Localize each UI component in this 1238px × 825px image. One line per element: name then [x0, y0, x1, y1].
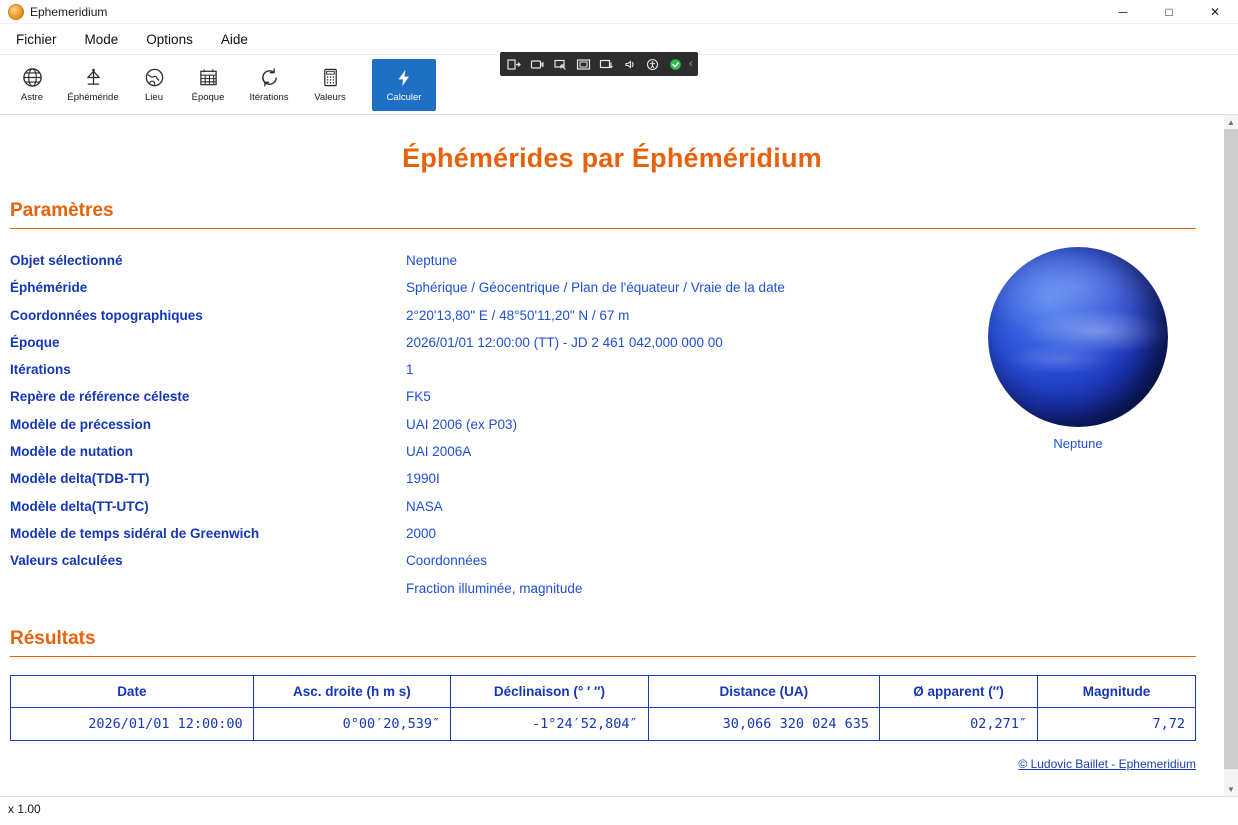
menu-item-aide[interactable]: Aide: [220, 31, 248, 47]
parameter-label: Éphéméride: [10, 280, 88, 296]
capture-fullscreen-icon[interactable]: [572, 54, 595, 74]
toolbar-label-astre: Astre: [20, 91, 44, 103]
parameter-label: Modèle de précession: [10, 416, 152, 432]
section-divider-results: [10, 656, 1196, 657]
parameter-value: [406, 547, 582, 602]
toolbar-label-lieu: Lieu: [145, 91, 163, 103]
parameter-value: Neptune: [406, 253, 458, 268]
table-row: [11, 707, 1196, 740]
parameter-value-line2: Fraction illuminée, magnitude: [406, 580, 583, 596]
parameter-value: Sphérique / Géocentrique / Plan de l'équateur / Vraie de la date: [406, 280, 785, 296]
parameter-value: 1: [406, 362, 414, 378]
capture-scroll-icon[interactable]: [595, 54, 618, 74]
column-header-date: Date: [11, 675, 254, 707]
lightning-icon: [394, 67, 414, 89]
page-title: Éphémérides par Éphéméridium: [402, 143, 822, 173]
parameter-row: [10, 547, 1224, 602]
parameter-label: Repère de référence céleste: [10, 389, 190, 405]
parameter-label: Modèle de nutation: [10, 444, 133, 460]
section-title-results: Résultats: [10, 627, 96, 649]
calculate-label: Calculer: [386, 91, 422, 103]
planet-label: Neptune: [1053, 436, 1103, 451]
parameter-value: 2°20'13,80" E / 48°50'11,20" N / 67 m: [406, 307, 630, 323]
parameter-row: [10, 520, 1224, 547]
credit-link[interactable]: © Ludovic Baillet - Ephemeridium: [1018, 756, 1196, 771]
column-header-distance: Distance (UA): [648, 675, 879, 707]
capture-audio-icon[interactable]: [618, 54, 641, 74]
column-header-right-ascension: Asc. droite (h m s): [253, 675, 451, 707]
parameter-value-line1: Coordonnées: [406, 553, 488, 569]
capture-pointer-icon[interactable]: [549, 54, 572, 74]
cell-declination: -1°24′52,804″: [451, 707, 649, 740]
report-page: [0, 115, 1224, 796]
section-title-parameters: Paramètres: [10, 200, 114, 221]
parameter-value: 2000: [406, 525, 437, 541]
balance-icon: [83, 67, 104, 89]
minimize-button[interactable]: ─: [1118, 5, 1128, 19]
menu-item-options[interactable]: Options: [146, 31, 193, 47]
parameter-value: UAI 2006 (ex P03): [406, 416, 518, 432]
results-table: [10, 675, 1196, 741]
toolbar-button-ephemeride[interactable]: [60, 60, 126, 110]
calculator-icon: [320, 67, 341, 89]
vertical-scrollbar[interactable]: [1224, 115, 1238, 796]
parameter-value: 2026/01/01 12:00:00 (TT) - JD 2 461 042,000 000 00: [406, 334, 723, 350]
capture-window-icon[interactable]: [526, 54, 549, 74]
parameter-row: [10, 465, 1224, 492]
globe-icon: [22, 67, 43, 89]
capture-region-icon[interactable]: [503, 54, 526, 74]
scroll-up-arrow[interactable]: ▲: [1227, 117, 1235, 127]
column-header-magnitude: Magnitude: [1037, 675, 1195, 707]
parameter-label: Coordonnées topographiques: [10, 307, 203, 323]
table-header-row: [11, 675, 1196, 707]
calendar-icon: [198, 67, 219, 89]
toolbar-label-valeurs: Valeurs: [314, 91, 346, 103]
parameter-label: Valeurs calculées: [10, 553, 123, 569]
toolbar-button-lieu[interactable]: [128, 60, 180, 110]
scroll-thumb[interactable]: [1224, 129, 1238, 769]
app-icon: [8, 4, 24, 20]
scroll-down-arrow[interactable]: ▼: [1227, 784, 1235, 794]
close-button[interactable]: ✕: [1209, 5, 1221, 19]
column-header-apparent-diameter: Ø apparent (″): [879, 675, 1037, 707]
cell-apparent-diameter: 02,271″: [879, 707, 1037, 740]
menu-item-fichier[interactable]: Fichier: [16, 31, 57, 47]
calculate-button[interactable]: [372, 59, 436, 111]
toolbar-label-ephemeride: Éphéméride: [67, 91, 119, 103]
window-controls: [1100, 0, 1238, 24]
cell-magnitude: 7,72: [1037, 707, 1195, 740]
section-divider-parameters: [10, 228, 1196, 229]
capture-accessibility-icon[interactable]: [641, 54, 664, 74]
toolbar-button-astre[interactable]: [6, 60, 58, 110]
zoom-level: x 1.00: [8, 802, 41, 816]
cell-right-ascension: 0°00′20,539″: [253, 707, 451, 740]
parameter-label: Modèle de temps sidéral de Greenwich: [10, 525, 260, 541]
status-bar: [0, 796, 1238, 821]
window-title: Ephemeridium: [30, 4, 108, 19]
parameter-row: [10, 493, 1224, 520]
toolbar-label-epoque: Époque: [191, 91, 225, 103]
cell-distance: 30,066 320 024 635: [648, 707, 879, 740]
parameters-list: [10, 247, 1224, 602]
parameter-value: FK5: [406, 389, 431, 405]
capture-accept-icon[interactable]: [664, 54, 687, 74]
parameter-label: Époque: [10, 334, 60, 350]
toolbar-button-iterations[interactable]: [236, 60, 302, 110]
planet-illustration: [988, 247, 1168, 451]
parameter-value: NASA: [406, 498, 443, 514]
footer-credit: [0, 757, 1196, 771]
planet-sphere: [988, 247, 1168, 427]
parameter-value: UAI 2006A: [406, 444, 472, 460]
earth-location-icon: [144, 67, 165, 89]
column-header-declination: Déclinaison (° ′ ″): [451, 675, 649, 707]
screen-capture-toolbar: [500, 52, 698, 76]
content-area: [0, 115, 1238, 796]
parameter-label: Itérations: [10, 362, 71, 378]
parameter-label: Objet sélectionné: [10, 253, 123, 268]
cell-date: 2026/01/01 12:00:00: [11, 707, 254, 740]
menu-item-mode[interactable]: Mode: [84, 31, 119, 47]
title-bar: [0, 0, 1238, 24]
parameter-value: 1990I: [406, 471, 440, 487]
maximize-button[interactable]: □: [1165, 5, 1173, 19]
parameter-label: Modèle delta(TDB-TT): [10, 471, 150, 487]
toolbar-label-iterations: Itérations: [249, 91, 289, 103]
menu-bar: [0, 24, 1238, 70]
toolbar-button-epoque[interactable]: [182, 60, 234, 110]
parameter-label: Modèle delta(TT-UTC): [10, 498, 149, 514]
refresh-icon: [259, 67, 280, 89]
capture-collapse-button[interactable]: ‹: [689, 58, 693, 70]
toolbar-button-valeurs[interactable]: [304, 60, 356, 110]
